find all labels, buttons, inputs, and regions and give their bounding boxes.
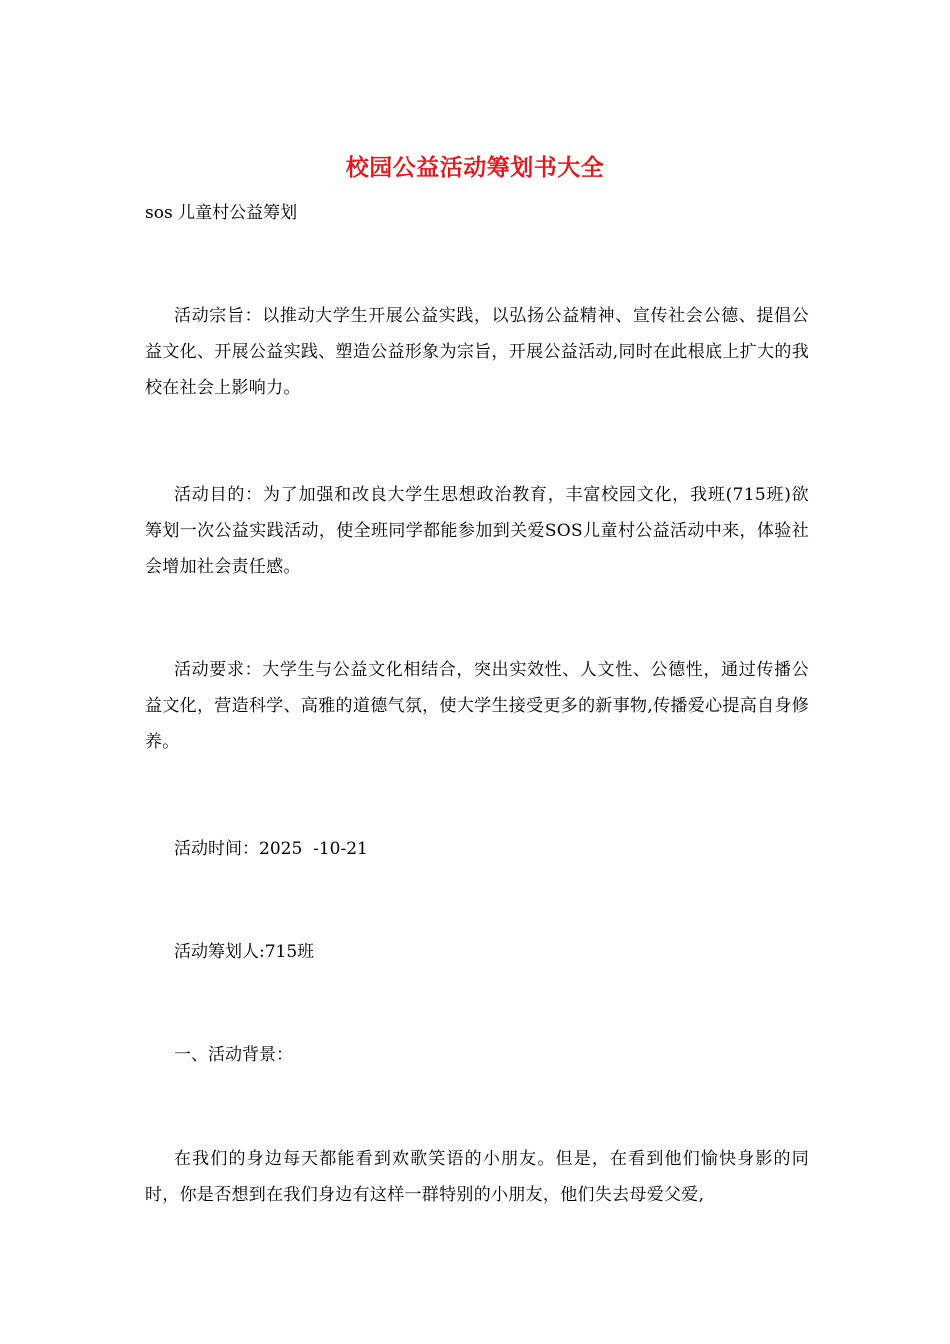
- document-title: 校园公益活动筹划书大全: [345, 154, 605, 181]
- paragraph-goal: 活动目的：为了加强和改良大学生思想政治教育，丰富校园文化，我班(715班)欲筹划一次公益实践活动，使全班同学都能参加到关爱SOS儿童村公益活动中来，体验社会增加社会责任感。: [145, 485, 809, 577]
- activity-planner: 活动筹划人:715班: [174, 942, 315, 962]
- section-heading-background: 一、活动背景：: [174, 1045, 293, 1065]
- activity-time: 活动时间：2025 -10-21: [174, 839, 368, 859]
- document-subtitle: sos 儿童村公益筹划: [145, 203, 298, 223]
- paragraph-background: 在我们的身边每天都能看到欢歌笑语的小朋友。但是，在看到他们愉快身影的同时，你是否想到在我们身边有这样一群特别的小朋友，他们失去母爱父爱,: [145, 1149, 809, 1205]
- paragraph-purpose: 活动宗旨：以推动大学生开展公益实践，以弘扬公益精神、宣传社会公德、提倡公益文化、开展公益实践、塑造公益形象为宗旨，开展公益活动,同时在此根底上扩大的我校在社会上影响力。: [145, 306, 809, 398]
- paragraph-requirement: 活动要求：大学生与公益文化相结合，突出实效性、人文性、公德性，通过传播公益文化，营造科学、高雅的道德气氛，使大学生接受更多的新事物,传播爱心提高自身修养。: [145, 660, 809, 752]
